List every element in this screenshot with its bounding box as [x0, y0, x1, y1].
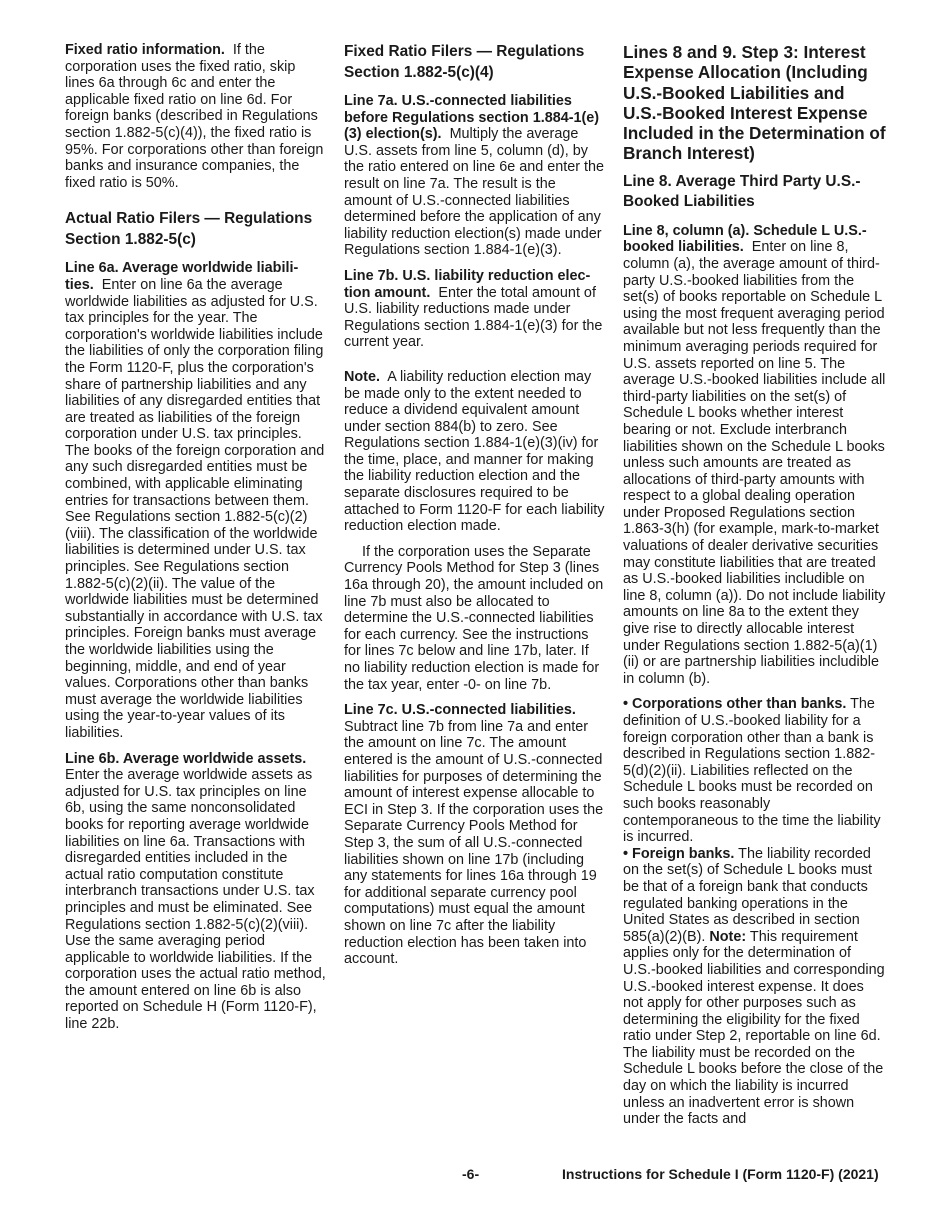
bullet-corporations-head: Corporations other than banks.	[632, 696, 847, 713]
line7b-paragraph	[344, 268, 607, 351]
line8-heading: Line 8. Average Third Party U.S.-Booked Liabilities	[623, 172, 861, 211]
bullet-foreign-banks-note-head: Note:	[709, 928, 747, 945]
bullet-foreign-banks-body: The liability recorded on the set(s) of Schedule L books must be that of a foreign bank that conducts regulated banking operations in the United States as described in section 585(a)(2)(B).	[623, 845, 873, 945]
line6a-paragraph	[65, 260, 328, 741]
line8a-body: Enter on line 8, column (a), the average amount of third-party U.S.-booked liabilities from the set(s) of books reportable on Schedule L using the most frequent averaging period available but not less frequently than the minimum averaging periods required for U.S. assets reported on line 5. The average U.S.-booked liabilities include all third-party liabilities on the set(s) of Schedule L books whether interest bearing or not. Exclude interbranch liabilities shown on the Schedule L books unless such amounts are treated as allocations of third-party amounts with respect to a global dealing operation under Proposed Regulations section 1.863-3(h) (for example, mark-to-market valuations of dealer derivative securities may constitute liabilities that are treated as U.S.-booked liabilities includible on line 8, column (a)). Do not include liability amounts on line 8a to the extent they give rise to directly allocable interest under Regulations section 1.882-5(a)(1)(ii) or are partnership liabilities includible in column (b).	[623, 239, 886, 687]
bullet-icon: •	[623, 845, 629, 862]
separate-currency-paragraph: If the corporation uses the Separate Currency Pools Method for Step 3 (lines 16a through 20), the amount included on line 7b must also be allocated to determine the U.S.-connected liabilities for each currency. See the instructions for lines 7c below and line 17b, later. If no liability reduction election is made for the tax year, enter -0- on line 7b.	[344, 543, 604, 693]
fixed-ratio-paragraph	[65, 42, 328, 191]
bullet-foreign-banks-note-body: This requirement applies only for the determination of U.S.-booked liabilities and corresponding U.S.-booked interest expense. It does not apply for other purposes such as determining the eligibility for the fixed ratio under Step 2, reportable on line 6d. The liability must be recorded on the Schedule L books before the close of the day on which the liability is incurred unless an inadvertent error is shown under the facts and	[623, 928, 885, 1128]
line6b-head: Line 6b. Average worldwide assets.	[65, 750, 307, 767]
column-3	[623, 42, 886, 1128]
note-paragraph	[344, 369, 607, 535]
line7a-paragraph	[344, 93, 607, 259]
fixed-ratio-body: If the corporation uses the fixed ratio, skip lines 6a through 6c and enter the applicable fixed ratio on line 6d. For foreign banks (described in Regulations section 1.882-5(c)(4)), the fixed ratio is 95%. For corporations other than foreign banks and insurance companies, the fixed ratio is 50%.	[65, 42, 324, 191]
fixed-ratio-head: Fixed ratio information.	[65, 42, 225, 58]
line8a-head: Line 8, column (a). Schedule L U.S.-booked liabilities.	[623, 222, 867, 256]
column-2	[344, 42, 607, 977]
bullet-icon: •	[623, 696, 629, 713]
step3-heading: Lines 8 and 9. Step 3: Interest Expense Allocation (Including U.S.-Booked Liabilities and U.S.-Booked Interest Expense Included in the Determination of Branch Interest)	[623, 42, 886, 164]
footer-title: Instructions for Schedule I (Form 1120-F) (2021)	[562, 1166, 879, 1182]
line7a-body: Multiply the average U.S. assets from line 5, column (d), by the ratio entered on line 6e and enter the result on line 7a. The result is the amount of U.S.-connected liabilities determined before the application of any liability reduction election(s) made under Regulations section 1.884-1(e)(3).	[344, 126, 605, 259]
line6b-paragraph	[65, 751, 328, 1033]
bullet-corporations-body: The definition of U.S.-booked liability for a foreign corporation other than a bank is described in Regulations section 1.882-5(d)(2)(ii). Liabilities reflected on the Schedule L books must be recorded on such books reasonably contemporaneous to the time the liability is incurred.	[623, 696, 881, 846]
line6a-body: Enter on line 6a the average worldwide liabilities as adjusted for U.S. tax principles for the year. The corporation's worldwide liabilities include the liabilities of only the corporation filing the Form 1120-F, plus the corporation's share of partnership liabilities and any liabilities of any disregarded entities that are treated as liabilities of the foreign corporation under U.S. tax principles. The books of the foreign corporation and any such disregarded entities must be combined, with applicable eliminating entries for transactions between them. See Regulations section 1.882-5(c)(2)(viii). The classification of the worldwide liabilities is determined under U.S. tax principles. See Regulations section 1.882-5(c)(2)(ii). The value of the worldwide liabilities must be determined substantially in accordance with U.S. tax principles. Foreign banks must average the worldwide liabilities using the beginning, middle, and end of year values. Corporations other than banks must average the worldwide liabilities using the year-to-year values of its liabilities.	[65, 276, 325, 741]
bullet-foreign-banks-head: Foreign banks.	[632, 845, 735, 862]
line7c-paragraph	[344, 702, 607, 968]
line7c-head: Line 7c. U.S.-connected liabilities.	[344, 702, 576, 719]
line7c-body: Subtract line 7b from line 7a and enter the amount on line 7c. The amount entered is the amount of U.S.-connected liabilities for purposes of determining the amount of interest expense allocable to ECI in Step 3. If the corporation uses the Separate Currency Pools Method for Step 3, the sum of all U.S.-connected liabilities shown on line 17b (including any statements for lines 16a through 19 for additional separate currency pool computations) must equal the amount shown on line 7c after the liability reduction election has been taken into account.	[344, 718, 604, 968]
column-1	[65, 42, 328, 1042]
line7b-body: Enter the total amount of U.S. liability reductions made under Regulations section 1.884-1(e)(3) for the current year.	[344, 284, 603, 351]
actual-ratio-heading: Actual Ratio Filers — Regulations Section 1.882-5(c)	[65, 210, 313, 248]
page-number: -6-	[462, 1166, 480, 1182]
note-body: A liability reduction election may be made only to the extent needed to reduce a dividend equivalent amount under section 884(b) to zero. See Regulations section 1.884-1(e)(3)(iv) for the time, place, and manner for making the liability reduction election and the separate disclosures required to be attached to Form 1120-F for each liability reduction election made.	[344, 368, 605, 535]
line7a-head: Line 7a. U.S.-connected liabilities before Regulations section 1.884-1(e)(3) election(s).	[344, 93, 600, 143]
line8a-paragraph	[623, 223, 886, 688]
line6b-body: Enter the average worldwide assets as adjusted for U.S. tax principles on line 6b, using the same nonconsolidated books for reporting average worldwide liabilities on line 6a. Transactions with disregarded entities included in the actual ratio computation constitute interbranch transactions under U.S. tax principles and must be eliminated. See Regulations section 1.882-5(c)(2)(viii). Use the same averaging period applicable to worldwide liabilities. If the corporation uses the actual ratio method, the amount entered on line 6b is also reported on Schedule H (Form 1120-F), line 22b.	[65, 767, 326, 1033]
fixed-ratio-filers-heading: Fixed Ratio Filers — Regulations Section 1.882-5(c)(4)	[344, 43, 585, 81]
line6a-head: Line 6a. Average worldwide liabili-ties.	[65, 260, 299, 293]
bullet-corporations	[623, 696, 886, 845]
line7b-head: Line 7b. U.S. liability reduction elec-tion amount.	[344, 267, 591, 301]
note-head: Note.	[344, 368, 380, 385]
bullet-foreign-banks	[623, 846, 886, 1128]
